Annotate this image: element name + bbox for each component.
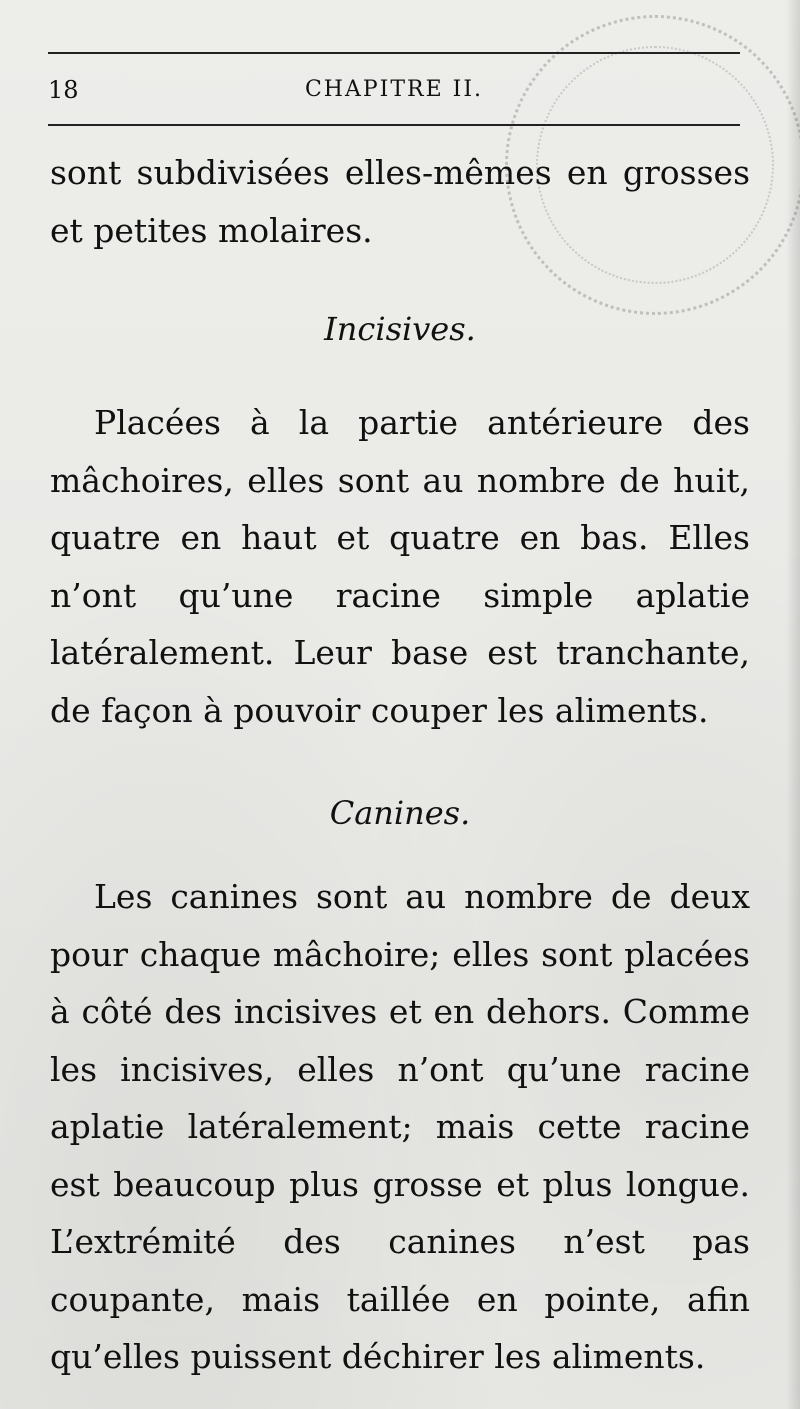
section-heading-incisives: Incisives. xyxy=(324,310,476,348)
section-body-incisives xyxy=(50,394,750,739)
canines-paragraph: Les canines sont au nombre de deux pour chaque mâchoire; elles sont placées à côté des incisives et en dehors. Comme les incisives, elles n’ont qu’une racine aplatie latéralement; mais cette racine est beaucoup plus grosse et plus longue. L’extrémité des canines n’est pas coupante, mais taillée en pointe, afin qu’elles puissent déchirer les aliments. xyxy=(50,877,750,1376)
page-edge-shadow xyxy=(786,0,800,1409)
page-number: 18 xyxy=(48,76,79,104)
continued-paragraph-text: sont subdivisées elles-mêmes en grosses et petites molaires. xyxy=(50,153,750,250)
incisives-paragraph: Placées à la partie antérieure des mâchoires, elles sont au nombre de huit, quatre en haut et quatre en bas. Elles n’ont qu’une racine simple aplatie latéralement. Leur base est tranchante, de façon à pouvoir couper les aliments. xyxy=(50,403,750,730)
header-rule-bottom xyxy=(48,124,740,126)
running-head xyxy=(48,72,740,108)
section-heading-canines: Canines. xyxy=(329,794,471,832)
header-rule-top xyxy=(48,52,740,54)
continued-paragraph xyxy=(50,144,750,259)
section-body-canines xyxy=(50,868,750,1386)
chapter-title: CHAPITRE II. xyxy=(304,77,484,102)
